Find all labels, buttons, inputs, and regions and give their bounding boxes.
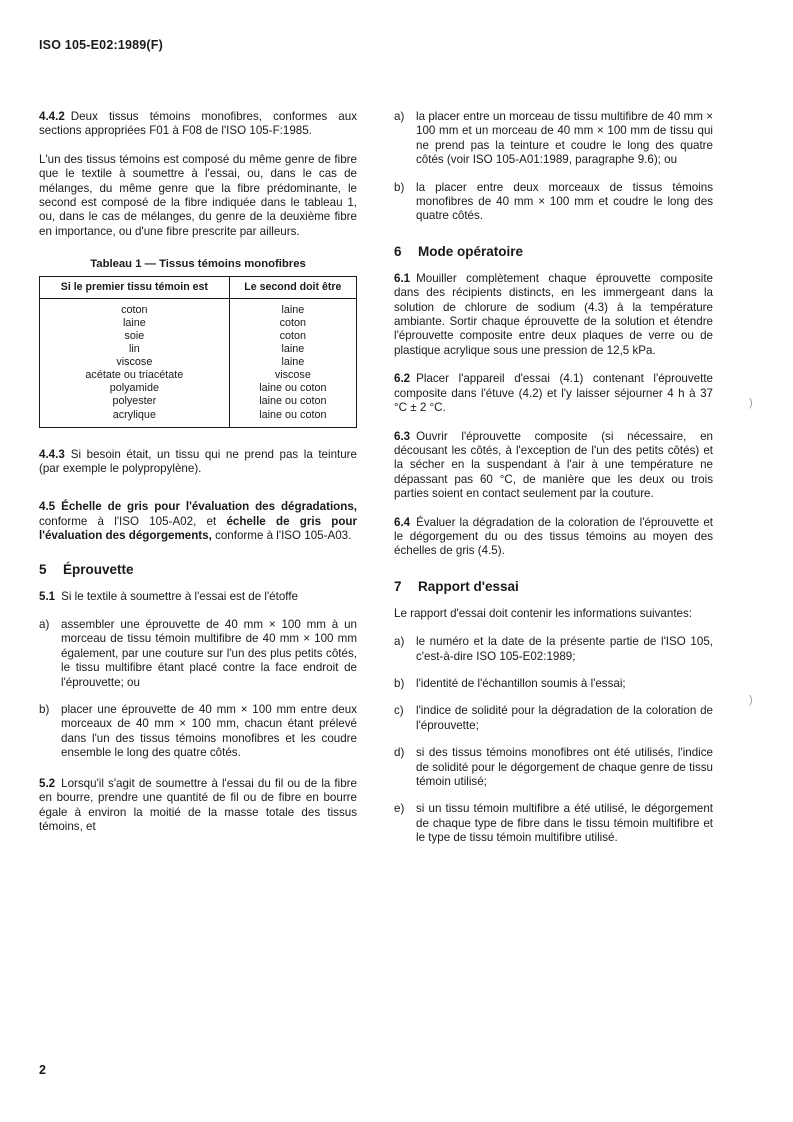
list-item-text: la placer entre un morceau de tissu multifibre de 40 mm × 100 mm et un morceau de 40 mm × 100 mm de tissu qui ne prend pas la teinture et coudre le long des quatre côtés (voir ISO 105-A01:1989, paragraphe 9.6); ou bbox=[416, 110, 713, 167]
clause-bold-text: Échelle de gris pour l'évaluation des dégradations, bbox=[61, 500, 357, 514]
table-header-row bbox=[40, 276, 357, 298]
table-cell: polyester bbox=[40, 395, 230, 408]
table-cell: lin bbox=[40, 343, 230, 356]
list-item-label: c) bbox=[394, 704, 404, 718]
clause-text: Évaluer la dégradation de la coloration de l'éprouvette et le dégorgement du ou des tissus témoins au moyen des échelles de gris (4.5). bbox=[394, 515, 713, 558]
section-heading-5 bbox=[39, 562, 357, 578]
table-header-second: Le second doit être bbox=[229, 276, 356, 298]
section-number: 7 bbox=[394, 578, 402, 594]
table-row bbox=[40, 395, 357, 408]
clause-4-4-2-continuation: L'un des tissus témoins est composé du même genre de fibre que le textile à soumettre à l'essai, ou, dans le cas de mélanges, du même genre que la fibre prédominante, le second est composé de la fibre indiquée dans le tableau 1, ou, dans le cas de mélanges, du genre de la deuxième fibre en importance, ou d'une fibre prescrite par ailleurs. bbox=[39, 152, 357, 238]
section-number: 6 bbox=[394, 243, 402, 259]
section-heading-7 bbox=[394, 579, 713, 595]
clause-text: Mouiller complètement chaque éprouvette composite dans des récipients distincts, en les immergeant dans la solution de chlorure de sodium (4.3) à la température ambiante. Sortir chaque éprouvette de la solution et étendre l'éprouvette composite entre deux plaques de verre ou de plastique acrylique sous une pression de 12,5 kPa. bbox=[394, 271, 713, 357]
clause-text: conforme à l'ISO 105-A03. bbox=[211, 529, 352, 543]
clause-5-2 bbox=[39, 777, 357, 835]
clause-number: 6.4 bbox=[394, 515, 411, 529]
list-item bbox=[39, 703, 357, 761]
table-row bbox=[40, 317, 357, 330]
table-cell: laine ou coton bbox=[229, 382, 356, 395]
table-row bbox=[40, 382, 357, 395]
list-item-label: d) bbox=[394, 746, 405, 760]
list-item bbox=[394, 677, 713, 691]
table-caption: Tableau 1 — Tissus témoins monofibres bbox=[90, 258, 306, 271]
list-item-text: si des tissus témoins monofibres ont été utilisés, l'indice de solidité pour le dégorgement de chaque genre de tissu témoin utilisé; bbox=[416, 746, 713, 788]
table-cell: soie bbox=[40, 330, 230, 343]
section-title: Éprouvette bbox=[63, 561, 134, 577]
table-row bbox=[40, 356, 357, 369]
clause-text: Lorsqu'il s'agit de soumettre à l'essai du fil ou de la fibre en bourre, prendre une quantité de fil ou de fibre en bourre égale à environ la moitié de la masse totale des tissus témoins, et bbox=[39, 776, 357, 833]
list-item-text: la placer entre deux morceaux de tissus témoins monofibres de 40 mm × 100 mm et coudre le long des quatre côtés. bbox=[416, 180, 713, 223]
list-item-text: le numéro et la date de la présente partie de l'ISO 105, c'est-à-dire ISO 105-E02:1989; bbox=[416, 635, 713, 663]
section-title: Rapport d'essai bbox=[418, 578, 519, 594]
table-row bbox=[40, 369, 357, 382]
clause-4-4-3 bbox=[39, 448, 357, 477]
list-item bbox=[394, 110, 713, 168]
table-row bbox=[40, 409, 357, 428]
list-item-label: a) bbox=[394, 635, 405, 649]
clause-text: Si besoin était, un tissu qui ne prend pas la teinture (par exemple le polypropylène). bbox=[39, 447, 357, 475]
table-header-first: Si le premier tissu témoin est bbox=[40, 276, 230, 298]
left-column bbox=[39, 110, 357, 848]
section-number: 5 bbox=[39, 561, 47, 577]
table-cell: laine bbox=[40, 317, 230, 330]
list-item-text: l'identité de l'échantillon soumis à l'essai; bbox=[416, 676, 626, 690]
scan-mark: ) bbox=[749, 694, 753, 706]
list-item-label: a) bbox=[39, 618, 50, 632]
table-cell: coton bbox=[229, 330, 356, 343]
list-item-text: si un tissu témoin multifibre a été utilisé, le dégorgement de chaque type de fibre dans le tissu témoin multifibre et le type de tissu témoin multifibre utilisé. bbox=[416, 802, 713, 845]
clause-text: Placer l'appareil d'essai (4.1) contenant l'éprouvette composite dans l'étuve (4.2) et l'y laisser séjourner 4 h à 37 °C ± 2 °C. bbox=[394, 372, 713, 415]
list-item-label: b) bbox=[39, 703, 50, 717]
clause-6-1 bbox=[394, 272, 713, 358]
clause-text: conforme à l'ISO 105-A02, et bbox=[39, 514, 227, 528]
clause-4-5 bbox=[39, 500, 357, 543]
table-row bbox=[40, 343, 357, 356]
clause-number: 6.3 bbox=[394, 429, 411, 443]
clause-number: 6.1 bbox=[394, 271, 411, 285]
section-title: Mode opératoire bbox=[418, 243, 524, 259]
clause-number: 5.1 bbox=[39, 589, 56, 603]
clause-number: 6.2 bbox=[394, 372, 411, 386]
list-item-label: a) bbox=[394, 110, 405, 123]
list-item-label: e) bbox=[394, 802, 405, 816]
clause-bold-text: échelle de gris pour l'évaluation des dégorgements, bbox=[39, 514, 358, 543]
table-cell: coton bbox=[40, 298, 230, 317]
clause-text: Si le textile à soumettre à l'essai est de l'étoffe bbox=[61, 589, 298, 603]
clause-text: Deux tissus témoins monofibres, conformes aux sections appropriées F01 à F08 de l'ISO 105-F:1985. bbox=[39, 110, 357, 138]
list-item bbox=[394, 746, 713, 789]
table-cell: laine ou coton bbox=[229, 409, 356, 428]
page-number: 2 bbox=[39, 1063, 46, 1077]
clause-number: 4.4.2 bbox=[39, 110, 65, 123]
table-row bbox=[40, 330, 357, 343]
table-cell: acétate ou triacétate bbox=[40, 369, 230, 382]
table-cell: coton bbox=[229, 317, 356, 330]
table-cell: acrylique bbox=[40, 409, 230, 428]
section-heading-6 bbox=[394, 244, 713, 260]
table-cell: laine bbox=[229, 343, 356, 356]
monofibre-table bbox=[39, 276, 357, 428]
table-cell: laine ou coton bbox=[229, 395, 356, 408]
clause-4-4-2 bbox=[39, 110, 357, 139]
list-item bbox=[39, 618, 357, 690]
table-cell: viscose bbox=[229, 369, 356, 382]
table-cell: laine bbox=[229, 356, 356, 369]
list-item-label: b) bbox=[394, 180, 405, 194]
clause-text: Ouvrir l'éprouvette composite (si nécessaire, en décousant les côtés, à l'exception de l'un des petits côtés) et la sécher en la suspendant à l'air à une température ne dépassant pas 60 °C, de manière que les deux ou trois parties soient en contact seulement par la couture. bbox=[394, 429, 713, 501]
clause-6-4 bbox=[394, 516, 713, 559]
table-cell: laine bbox=[229, 298, 356, 317]
right-column bbox=[394, 110, 713, 859]
clause-number: 4.5 bbox=[39, 500, 56, 514]
table-cell: viscose bbox=[40, 356, 230, 369]
clause-6-3 bbox=[394, 430, 713, 502]
list-item bbox=[394, 181, 713, 224]
list-item-text: assembler une éprouvette de 40 mm × 100 mm à un morceau de tissu témoin multifibre de 40 mm × 100 mm également, par une couture sur l'un des plus petits côtés, le tissu multifibre étant placé contre la face endroit de l'éprouvette; ou bbox=[61, 618, 357, 689]
document-header: ISO 105-E02:1989(F) bbox=[39, 38, 163, 52]
list-item-text: placer une éprouvette de 40 mm × 100 mm entre deux morceaux de 40 mm × 100 mm, chacun étant prélevé dans l'un des tissus témoins monofibres et les coudre ensemble le long des quatre côtés. bbox=[61, 703, 357, 760]
list-item bbox=[394, 802, 713, 845]
list-item-label: b) bbox=[394, 676, 405, 690]
report-intro: Le rapport d'essai doit contenir les informations suivantes: bbox=[394, 606, 693, 620]
clause-number: 4.4.3 bbox=[39, 447, 65, 461]
table-cell: polyamide bbox=[40, 382, 230, 395]
list-item bbox=[394, 704, 713, 733]
scan-mark: ) bbox=[749, 397, 753, 409]
list-item-text: l'indice de solidité pour la dégradation de la coloration de l'éprouvette; bbox=[416, 704, 713, 732]
table-row bbox=[40, 298, 357, 317]
list-item bbox=[394, 635, 713, 664]
clause-number: 5.2 bbox=[39, 776, 56, 790]
clause-6-2 bbox=[394, 372, 713, 415]
clause-5-1 bbox=[39, 590, 357, 604]
